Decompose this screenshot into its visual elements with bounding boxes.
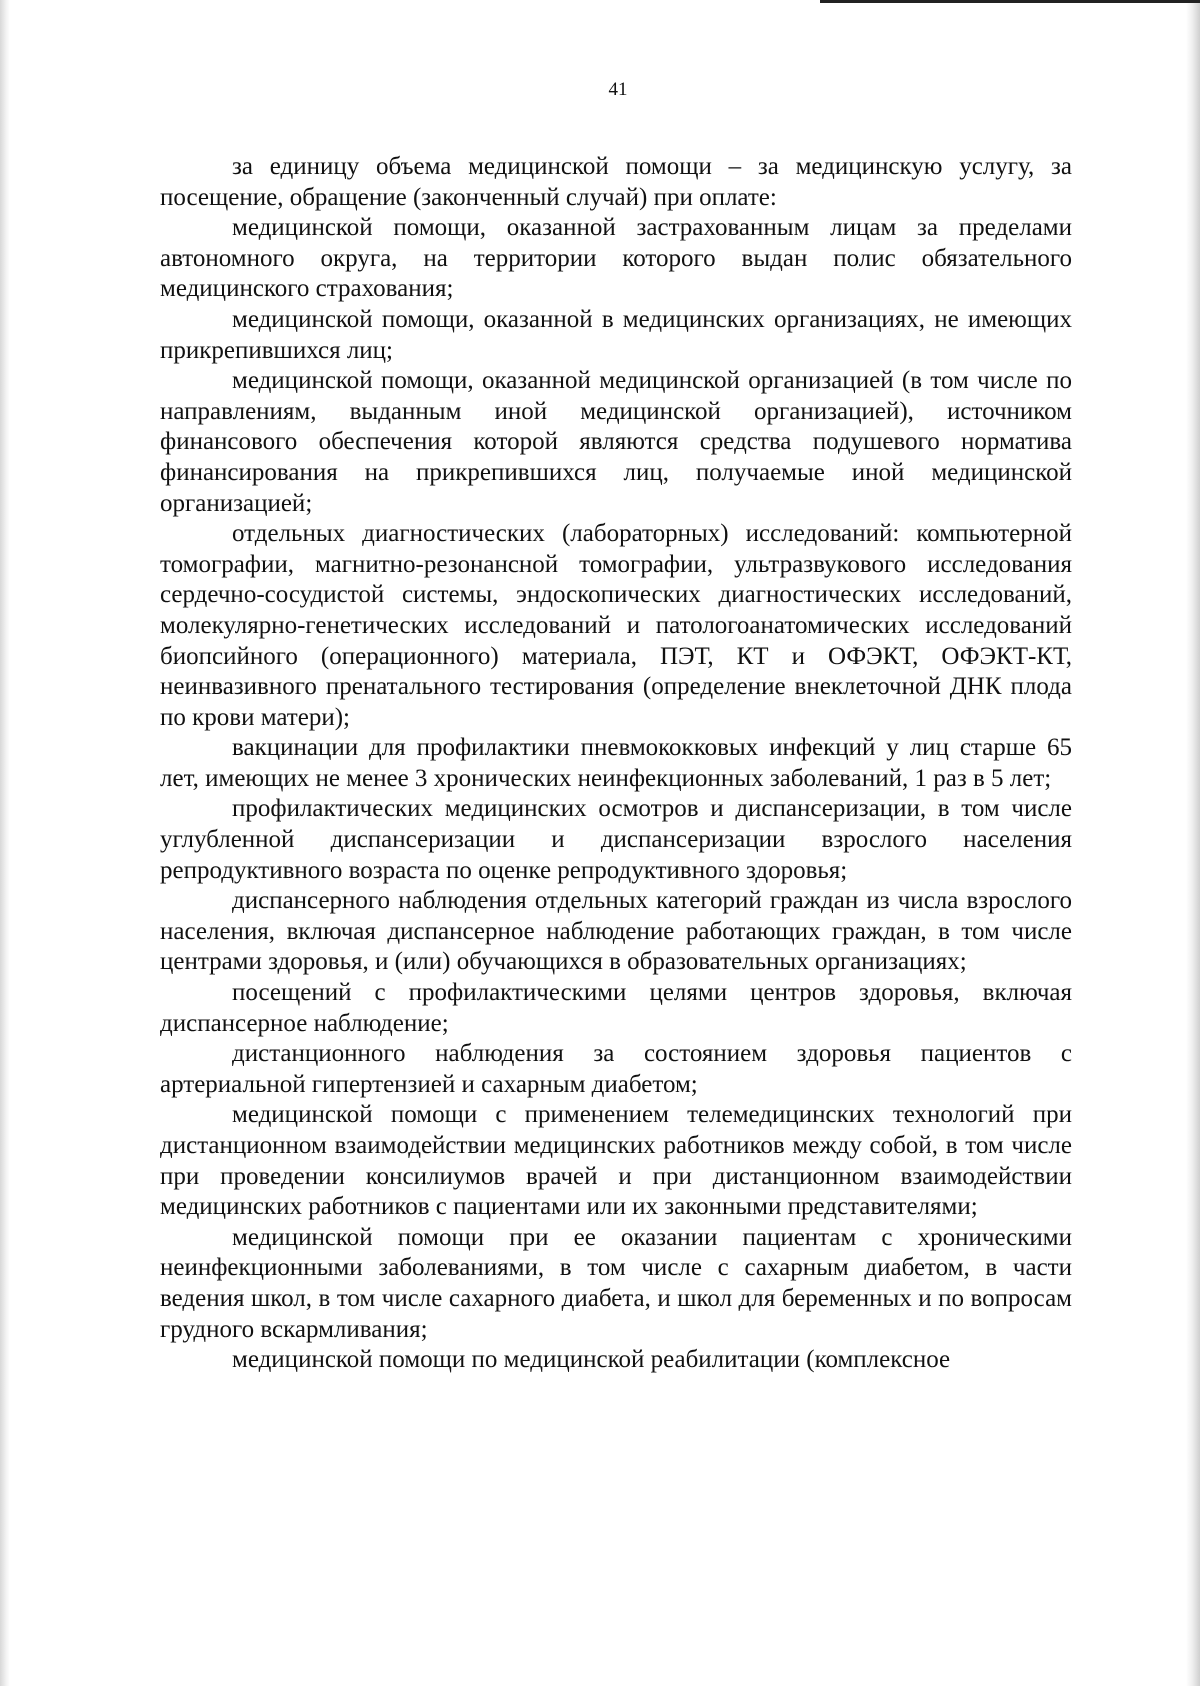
body-text [160,152,1072,1376]
paragraph: медицинской помощи, оказанной медицинской организацией (в том числе по направлениям, выданным иной медицинской организацией), источником финансового обеспечения которой являются средства подушевого норматива финансирования на прикрепившихся лиц, получаемые иной медицинской организацией; [160,367,1072,517]
paragraph: медицинской помощи, оказанной в медицинских организациях, не имеющих прикрепившихся лиц; [160,305,1072,364]
scan-top-rule [820,0,1200,3]
page-number: 41 [608,79,628,100]
paragraph: отдельных диагностических (лабораторных) исследований: компьютерной томографии, магнитно-резонансной томографии, ультразвукового исследования сердечно-сосудистой системы, эндоскопических диагностических исследований, молекулярно-генетических исследований и патологоанатомических исследований биопсийного (операционного) материала, ПЭТ, КТ и ОФЭКТ, ОФЭКТ-КТ, неинвазивного пренатального тестирования (определение внеклеточной ДНК плода по крови матери); [160,520,1072,731]
paragraph: медицинской помощи с применением телемедицинских технологий при дистанционном взаимодействии медицинских работников между собой, в том числе при проведении консилиумов врачей и при дистанционном взаимодействии медицинских работников с пациентами или их законными представителями; [160,1101,1072,1221]
paragraph: профилактических медицинских осмотров и диспансеризации, в том числе углубленной диспансеризации и диспансеризации взрослого населения репродуктивного возраста по оценке репродуктивного здоровья; [160,795,1072,884]
paragraph: дистанционного наблюдения за состоянием здоровья пациентов с артериальной гипертензией и сахарным диабетом; [160,1040,1072,1098]
paragraph: за единицу объема медицинской помощи – за медицинскую услугу, за посещение, обращение (законченный случай) при оплате: [160,153,1072,211]
paragraph: диспансерного наблюдения отдельных категорий граждан из числа взрослого населения, включая диспансерное наблюдение работающих граждан, в том числе центрами здоровья, и (или) обучающихся в образовательных организациях; [160,887,1072,976]
paragraph: медицинской помощи при ее оказании пациентам с хроническими неинфекционными заболеваниями, в том числе с сахарным диабетом, в части ведения школ, в том числе сахарного диабета, и школ для беременных и по вопросам грудного вскармливания; [160,1223,1072,1343]
paragraph: вакцинации для профилактики пневмококковых инфекций у лиц старше 65 лет, имеющих не менее 3 хронических неинфекционных заболеваний, 1 раз в 5 лет; [160,734,1072,792]
paragraph: посещений с профилактическими целями центров здоровья, включая диспансерное наблюдение; [160,979,1072,1037]
scan-edge-right [1186,0,1200,1686]
scan-edge-left [0,0,10,1686]
paragraph: медицинской помощи, оказанной застрахованным лицам за пределами автономного округа, на территории которого выдан полис обязательного медицинского страхования; [160,214,1072,303]
paragraph: медицинской помощи по медицинской реабилитации (комплексное [232,1346,951,1374]
